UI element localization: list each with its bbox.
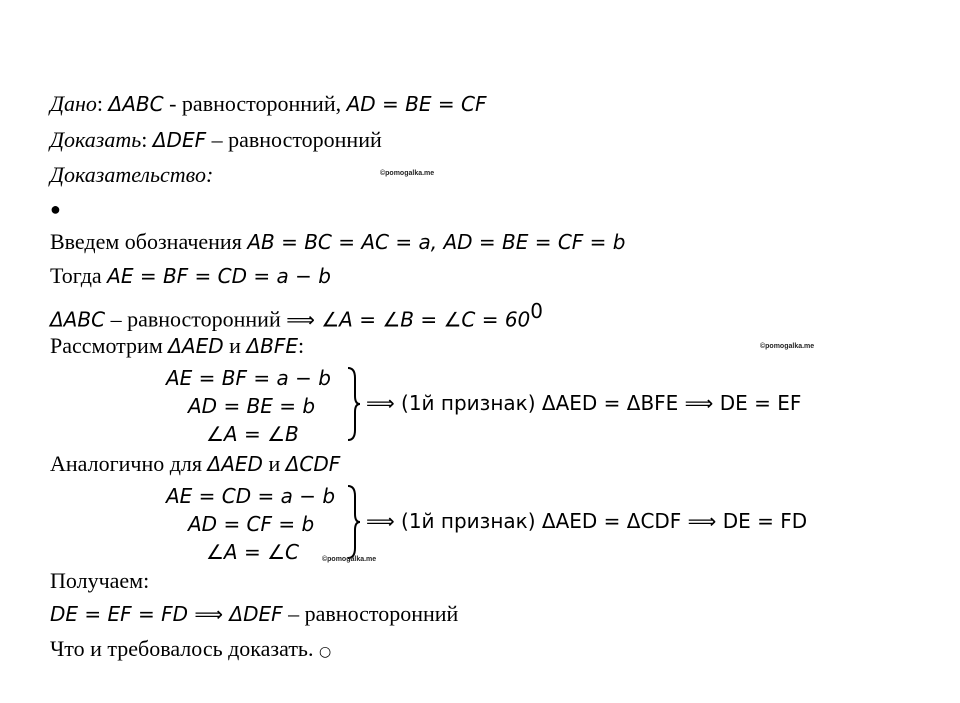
- given-text: - равносторонний,: [163, 91, 347, 116]
- system2-conclusion: ⟹ (1й признак) ΔAED = ΔCDF ⟹ DE = FD: [366, 509, 808, 533]
- given-colon: :: [96, 91, 109, 116]
- degree-sup: 0: [530, 299, 544, 323]
- consider-colon: :: [297, 333, 305, 358]
- system2-line-3: ∠A = ∠C: [206, 540, 299, 564]
- notation-line: [50, 228, 625, 256]
- then-line: [50, 262, 331, 290]
- watermark-3: ©pomogalka.me: [322, 556, 377, 563]
- angles-triangle: ΔABC: [50, 307, 106, 332]
- given-label: Дано: [50, 91, 97, 116]
- consider-line: [50, 332, 304, 360]
- watermark-2: ©pomogalka.me: [760, 343, 815, 350]
- similarly-and: и: [262, 451, 286, 476]
- system1-line-3: ∠A = ∠B: [206, 422, 299, 446]
- angles-text: – равносторонний: [105, 306, 287, 332]
- system1-conclusion: ⟹ (1й признак) ΔAED = ΔBFE ⟹ DE = EF: [366, 391, 802, 415]
- get-line: Получаем:: [50, 568, 150, 593]
- system2-line-2: AD = CF = b: [188, 512, 315, 536]
- notation-text: Введем обозначения: [50, 229, 248, 254]
- result-text: – равносторонний: [282, 601, 459, 626]
- consider-and: и: [223, 333, 247, 358]
- system2-brace: [346, 484, 362, 560]
- qed-text: Что и требовалось доказать.: [50, 636, 314, 661]
- system2-line-1: AE = CD = a − b: [166, 484, 336, 508]
- consider-text: Рассмотрим: [50, 333, 169, 358]
- prove-triangle: ΔDEF: [152, 128, 207, 152]
- similarly-text: Аналогично для: [50, 451, 208, 476]
- prove-line: [50, 126, 382, 154]
- qed-mark: ○: [318, 644, 332, 660]
- consider-triangle-2: ΔBFE: [246, 334, 298, 358]
- given-equation: AD = BE = CF: [346, 92, 487, 116]
- similarly-triangle-2: ΔCDF: [285, 452, 341, 476]
- similarly-line: [50, 450, 340, 478]
- angles-line: [50, 297, 543, 333]
- notation-equation: AB = BC = AC = a, AD = BE = CF = b: [247, 230, 626, 254]
- prove-colon: :: [141, 127, 153, 152]
- given-line: [50, 90, 486, 118]
- system1-line-1: AE = BF = a − b: [166, 366, 331, 390]
- system1-brace: [346, 366, 362, 442]
- consider-triangle-1: ΔAED: [168, 334, 224, 358]
- result-equation: DE = EF = FD ⟹ ΔDEF: [50, 602, 283, 626]
- watermark-1: ©pomogalka.me: [380, 170, 435, 177]
- result-line: [50, 600, 458, 628]
- prove-label: Доказать: [50, 127, 142, 152]
- system1-line-2: AD = BE = b: [188, 394, 316, 418]
- then-equation: AE = BF = CD = a − b: [107, 264, 331, 288]
- bullet: ●: [50, 199, 61, 219]
- proof-label: Доказательство:: [50, 162, 214, 187]
- angles-equation: ⟹ ∠A = ∠B = ∠C = 60: [286, 307, 531, 332]
- qed-line: [50, 635, 331, 666]
- similarly-triangle-1: ΔAED: [207, 452, 263, 476]
- then-text: Тогда: [50, 263, 108, 288]
- prove-text: – равносторонний: [206, 127, 382, 152]
- given-triangle: ΔABC: [108, 92, 164, 116]
